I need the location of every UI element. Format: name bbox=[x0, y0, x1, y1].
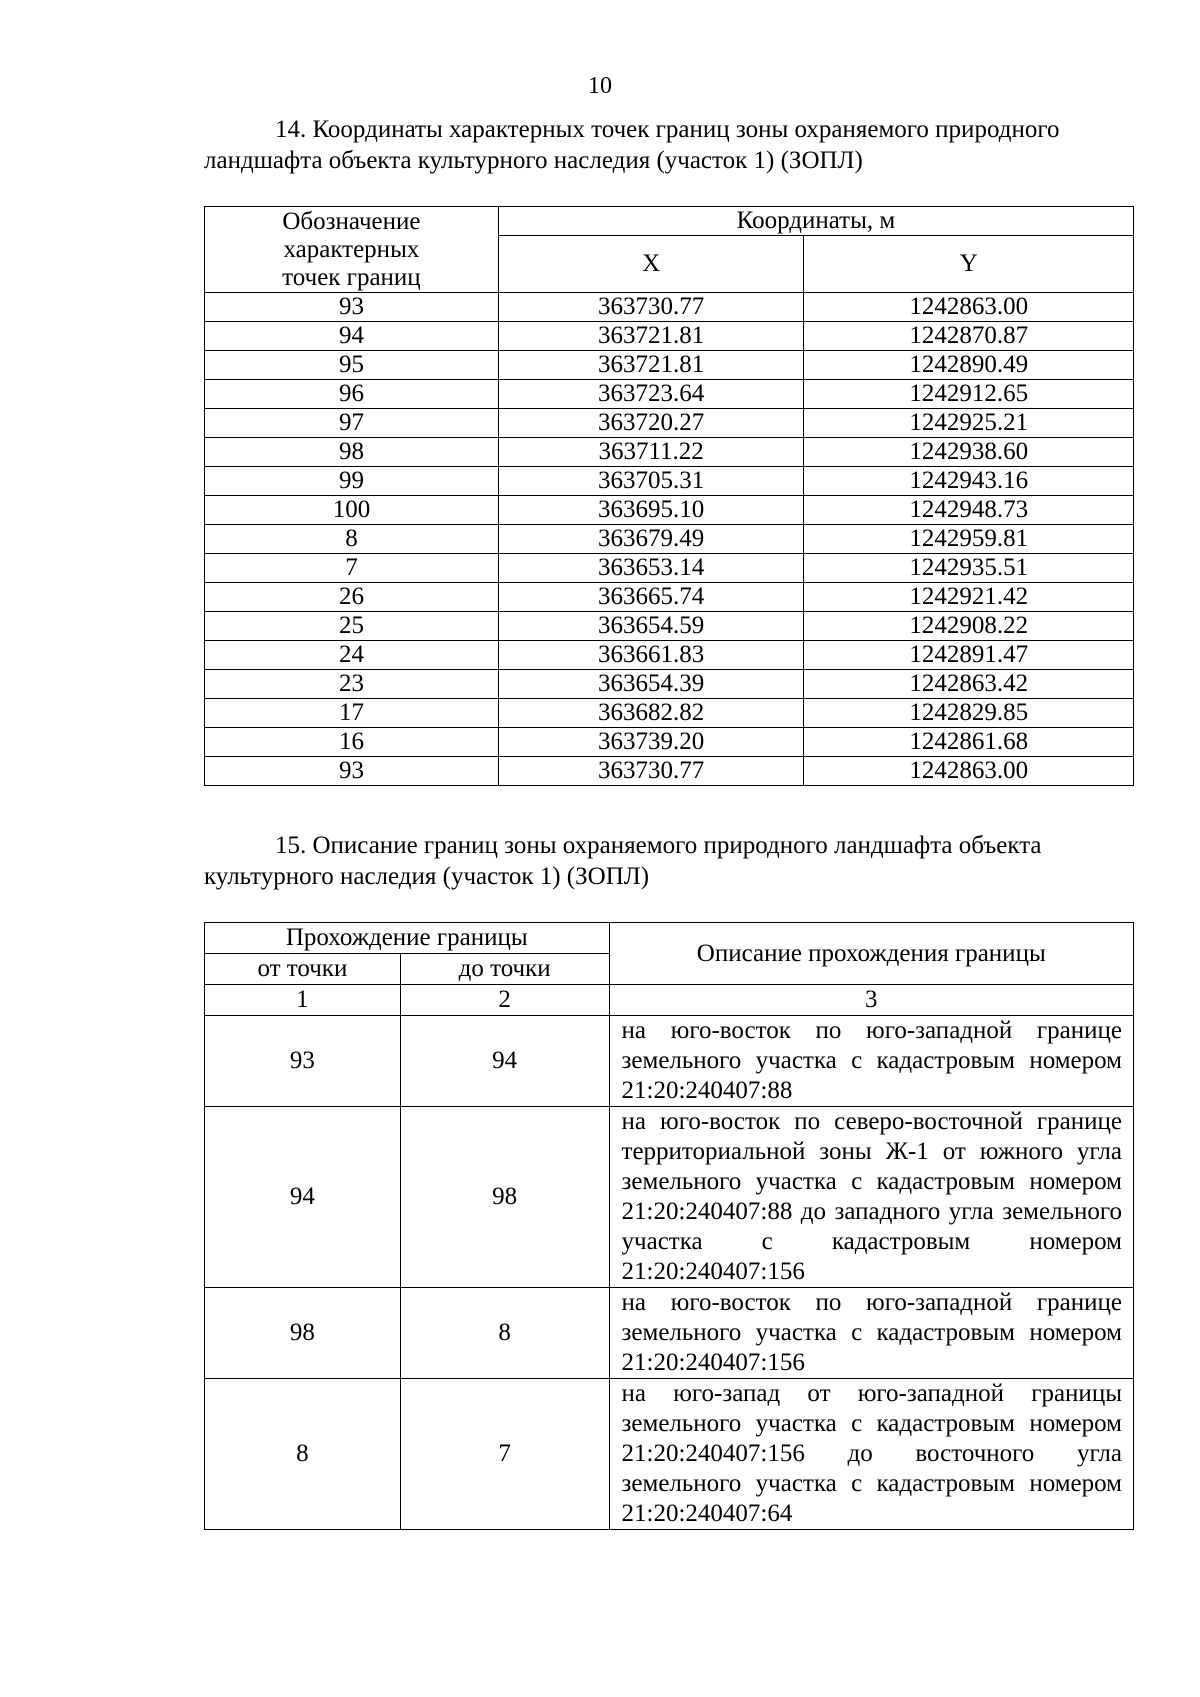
x-cell: 363679.49 bbox=[498, 525, 804, 554]
from-point-cell: 98 bbox=[205, 1288, 401, 1379]
table-row bbox=[205, 612, 1134, 641]
section-14-heading-line2: ландшафта объекта культурного наследия (участок 1) (ЗОПЛ) bbox=[204, 147, 863, 174]
x-cell: 363730.77 bbox=[498, 757, 804, 786]
point-cell: 17 bbox=[205, 699, 499, 728]
point-cell: 24 bbox=[205, 641, 499, 670]
x-cell: 363665.74 bbox=[498, 583, 804, 612]
point-cell: 94 bbox=[205, 322, 499, 351]
point-cell: 97 bbox=[205, 409, 499, 438]
y-cell: 1242943.16 bbox=[804, 467, 1134, 496]
from-point-cell: 94 bbox=[205, 1107, 401, 1288]
x-cell: 363711.22 bbox=[498, 438, 804, 467]
y-cell: 1242935.51 bbox=[804, 554, 1134, 583]
column-index: 1 bbox=[205, 985, 401, 1016]
point-cell: 16 bbox=[205, 728, 499, 757]
y-cell: 1242890.49 bbox=[804, 351, 1134, 380]
table-row bbox=[205, 554, 1134, 583]
y-cell: 1242938.60 bbox=[804, 438, 1134, 467]
section-15-heading-line1: 15. Описание границ зоны охраняемого природного ландшафта объекта bbox=[275, 832, 1042, 859]
to-point-cell: 98 bbox=[400, 1107, 609, 1288]
x-header: X bbox=[498, 236, 804, 293]
y-cell: 1242948.73 bbox=[804, 496, 1134, 525]
point-cell: 23 bbox=[205, 670, 499, 699]
x-cell: 363654.39 bbox=[498, 670, 804, 699]
table-row bbox=[205, 641, 1134, 670]
table-row bbox=[205, 293, 1134, 322]
table-row bbox=[205, 1288, 1134, 1379]
point-cell: 99 bbox=[205, 467, 499, 496]
y-cell: 1242959.81 bbox=[804, 525, 1134, 554]
table-row bbox=[205, 467, 1134, 496]
point-cell: 95 bbox=[205, 351, 499, 380]
table-row bbox=[205, 757, 1134, 786]
point-cell: 98 bbox=[205, 438, 499, 467]
coordinates-table bbox=[204, 206, 1134, 786]
y-cell: 1242921.42 bbox=[804, 583, 1134, 612]
section-14-heading-line1: 14. Координаты характерных точек границ зоны охраняемого природного bbox=[275, 116, 1060, 143]
x-cell: 363653.14 bbox=[498, 554, 804, 583]
y-header: Y bbox=[804, 236, 1134, 293]
to-point-cell: 94 bbox=[400, 1016, 609, 1107]
table-row bbox=[205, 496, 1134, 525]
x-cell: 363739.20 bbox=[498, 728, 804, 757]
section-14-heading bbox=[204, 114, 1124, 176]
table-row bbox=[205, 438, 1134, 467]
point-cell: 25 bbox=[205, 612, 499, 641]
x-cell: 363654.59 bbox=[498, 612, 804, 641]
to-point-cell: 8 bbox=[400, 1288, 609, 1379]
point-cell: 93 bbox=[205, 757, 499, 786]
y-cell: 1242870.87 bbox=[804, 322, 1134, 351]
table-row bbox=[205, 409, 1134, 438]
table-row bbox=[205, 670, 1134, 699]
y-cell: 1242829.85 bbox=[804, 699, 1134, 728]
table-row bbox=[205, 380, 1134, 409]
coordinates-header: Координаты, м bbox=[498, 207, 1133, 236]
point-cell: 96 bbox=[205, 380, 499, 409]
y-cell: 1242891.47 bbox=[804, 641, 1134, 670]
boundary-description-table bbox=[204, 922, 1134, 1530]
x-cell: 363723.64 bbox=[498, 380, 804, 409]
point-cell: 93 bbox=[205, 293, 499, 322]
point-cell: 7 bbox=[205, 554, 499, 583]
y-cell: 1242863.42 bbox=[804, 670, 1134, 699]
table-row bbox=[205, 1107, 1134, 1288]
point-cell: 8 bbox=[205, 525, 499, 554]
from-point-cell: 93 bbox=[205, 1016, 401, 1107]
x-cell: 363695.10 bbox=[498, 496, 804, 525]
table-row bbox=[205, 351, 1134, 380]
column-index: 3 bbox=[609, 985, 1133, 1016]
to-point-header: до точки bbox=[400, 954, 609, 985]
column-index: 2 bbox=[400, 985, 609, 1016]
x-cell: 363730.77 bbox=[498, 293, 804, 322]
page-number: 10 bbox=[588, 73, 612, 99]
x-cell: 363720.27 bbox=[498, 409, 804, 438]
section-15-heading bbox=[204, 830, 1124, 892]
from-point-header: от точки bbox=[205, 954, 401, 985]
x-cell: 363705.31 bbox=[498, 467, 804, 496]
table-row bbox=[205, 1016, 1134, 1107]
to-point-cell: 7 bbox=[400, 1379, 609, 1530]
point-designation-header: Обозначение характерных точек границ bbox=[205, 207, 499, 293]
x-cell: 363721.81 bbox=[498, 322, 804, 351]
y-cell: 1242863.00 bbox=[804, 293, 1134, 322]
description-cell: на юго-восток по юго-западной границе земельного участка с кадастровым номером 21:20:240407:88 bbox=[609, 1016, 1133, 1107]
table-row bbox=[205, 322, 1134, 351]
description-cell: на юго-восток по юго-западной границе земельного участка с кадастровым номером 21:20:240407:156 bbox=[609, 1288, 1133, 1379]
from-point-cell: 8 bbox=[205, 1379, 401, 1530]
y-cell: 1242925.21 bbox=[804, 409, 1134, 438]
table-row bbox=[205, 1379, 1134, 1530]
table-row bbox=[205, 525, 1134, 554]
section-15-heading-line2: культурного наследия (участок 1) (ЗОПЛ) bbox=[204, 863, 650, 890]
description-cell: на юго-запад от юго-западной границы земельного участка с кадастровым номером 21:20:240407:156 до восточного угла земельного участка с кадастровым номером 21:20:240407:64 bbox=[609, 1379, 1133, 1530]
x-cell: 363721.81 bbox=[498, 351, 804, 380]
x-cell: 363661.83 bbox=[498, 641, 804, 670]
table-row bbox=[205, 583, 1134, 612]
y-cell: 1242863.00 bbox=[804, 757, 1134, 786]
boundary-passage-header: Прохождение границы bbox=[205, 923, 610, 954]
table-row bbox=[205, 699, 1134, 728]
y-cell: 1242861.68 bbox=[804, 728, 1134, 757]
table-row bbox=[205, 728, 1134, 757]
description-header: Описание прохождения границы bbox=[609, 923, 1133, 985]
description-cell: на юго-восток по северо-восточной границе территориальной зоны Ж-1 от южного угла земельного участка с кадастровым номером 21:20:240407:88 до западного угла земельного участка с кадастровым номером 21:20:240407:156 bbox=[609, 1107, 1133, 1288]
point-cell: 26 bbox=[205, 583, 499, 612]
x-cell: 363682.82 bbox=[498, 699, 804, 728]
point-cell: 100 bbox=[205, 496, 499, 525]
y-cell: 1242908.22 bbox=[804, 612, 1134, 641]
y-cell: 1242912.65 bbox=[804, 380, 1134, 409]
